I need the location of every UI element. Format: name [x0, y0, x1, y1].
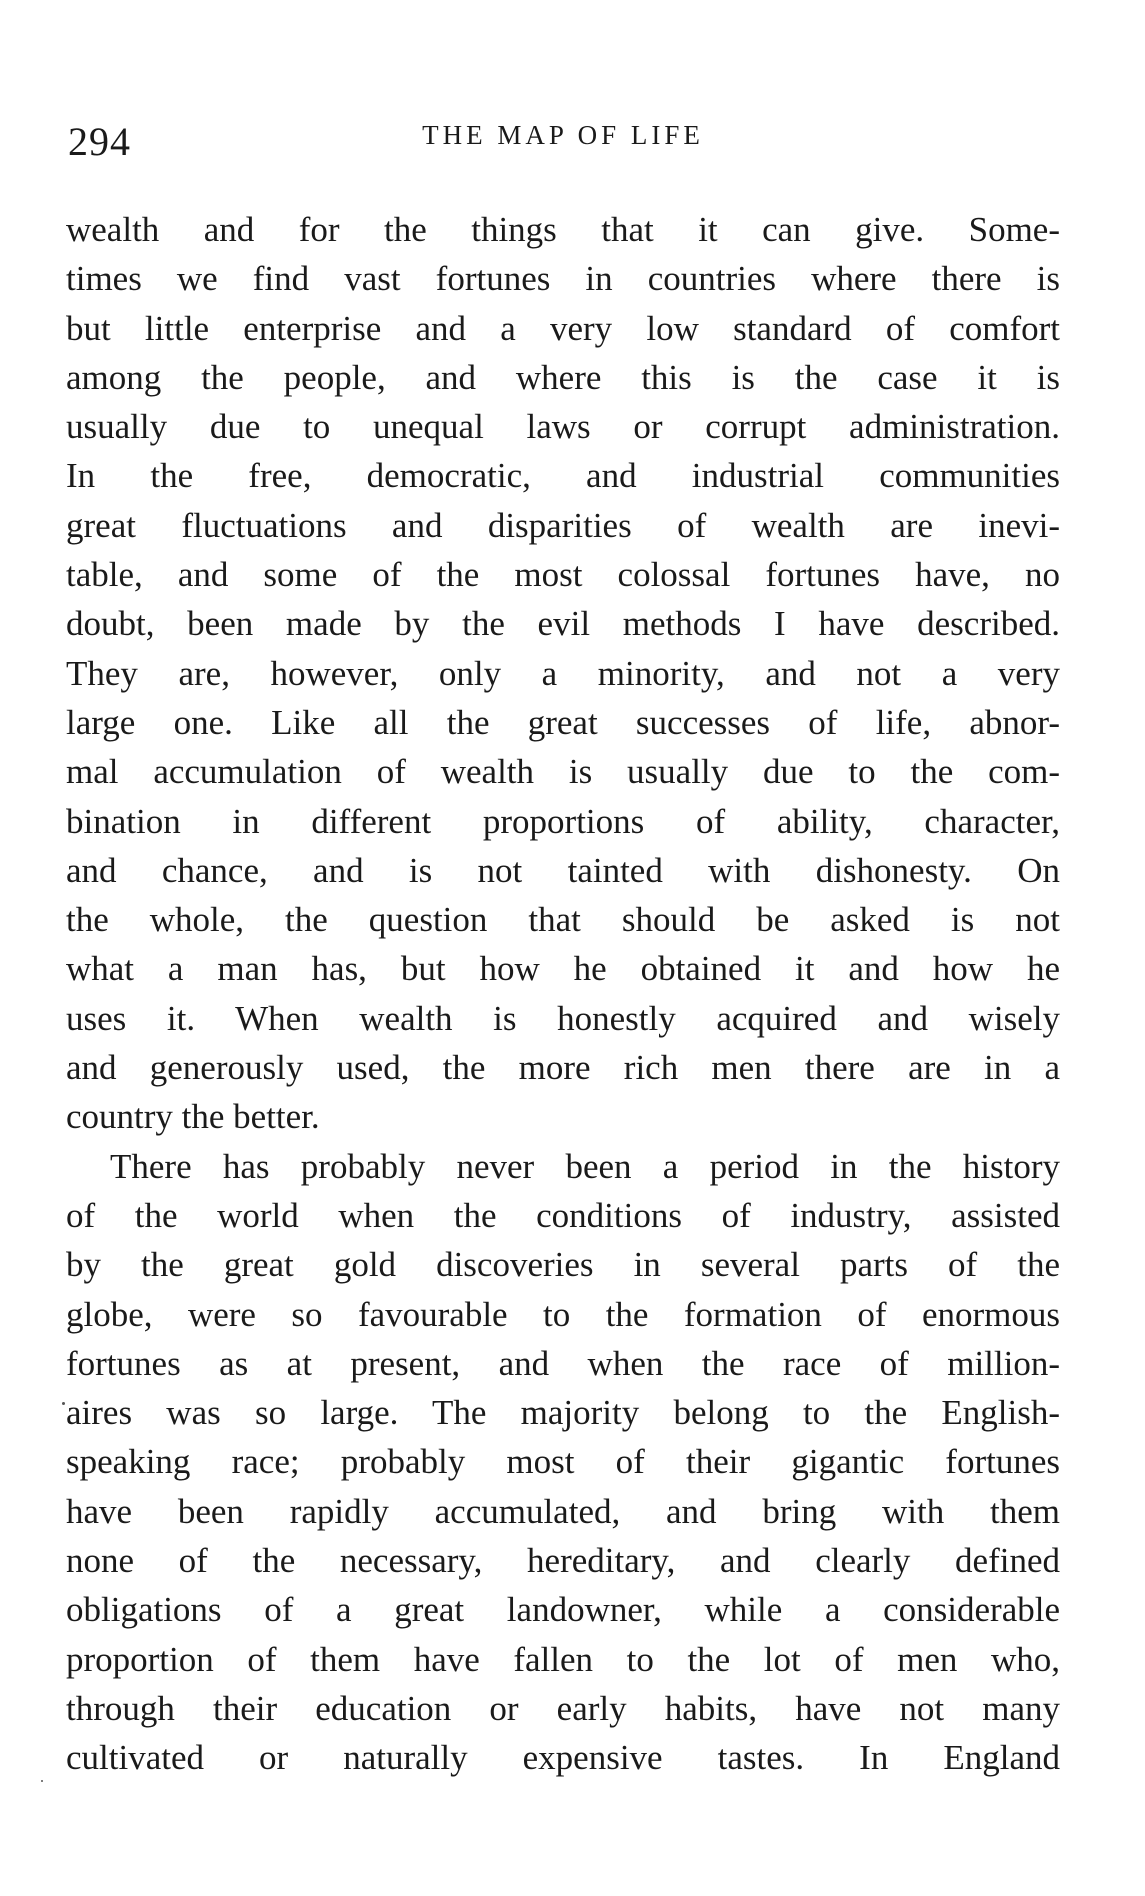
text-line: aires was so large. The majority belong to the English- [66, 1393, 1060, 1433]
text-line: uses it. When wealth is honestly acquired and wisely [66, 998, 1060, 1038]
text-line: country the better. [66, 1097, 320, 1137]
text-line: speaking race; probably most of their gigantic fortunes [66, 1442, 1060, 1482]
text-line: but little enterprise and a very low standard of comfort [66, 308, 1060, 348]
text-line: what a man has, but how he obtained it and how he [66, 949, 1060, 989]
text-line: bination in different proportions of ability, character, [66, 801, 1060, 841]
text-line: the whole, the question that should be asked is not [66, 900, 1060, 940]
text-line: and chance, and is not tainted with dishonesty. On [66, 850, 1060, 890]
text-line: by the great gold discoveries in several parts of the [66, 1245, 1060, 1285]
text-line: fortunes as at present, and when the race of million- [66, 1343, 1060, 1383]
text-line: wealth and for the things that it can give. Some- [66, 210, 1060, 249]
text-line: They are, however, only a minority, and not a very [66, 653, 1060, 693]
paragraph-1 [66, 205, 1060, 1142]
text-line: table, and some of the most colossal fortunes have, no [66, 555, 1060, 595]
text-line: large one. Like all the great successes of life, abnor- [66, 702, 1060, 742]
text-line: great fluctuations and disparities of wealth are inevi- [66, 505, 1060, 545]
text-line: mal accumulation of wealth is usually due to the com- [66, 752, 1060, 792]
text-line: There has probably never been a period in the history [110, 1146, 1060, 1186]
paragraph-2 [66, 1142, 1060, 1783]
text-line: proportion of them have fallen to the lot of men who, [66, 1639, 1060, 1679]
text-line: In the free, democratic, and industrial communities [66, 456, 1060, 496]
text-line: of the world when the conditions of industry, assisted [66, 1195, 1060, 1235]
text-line: cultivated or naturally expensive tastes. In England [66, 1738, 1060, 1778]
text-line: through their education or early habits, have not many [66, 1688, 1060, 1728]
text-line: obligations of a great landowner, while a considerable [66, 1590, 1060, 1630]
print-speck [62, 1402, 65, 1405]
body-text [66, 205, 1060, 1783]
running-head: THE MAP OF LIFE [422, 120, 704, 150]
print-speck [41, 1780, 43, 1782]
text-line: none of the necessary, hereditary, and clearly defined [66, 1541, 1060, 1581]
page-header [68, 118, 1058, 178]
text-line: usually due to unequal laws or corrupt administration. [66, 407, 1060, 447]
text-line: globe, were so favourable to the formation of enormous [66, 1294, 1060, 1334]
page-number: 294 [68, 119, 131, 164]
text-line: times we find vast fortunes in countries where there is [66, 259, 1060, 299]
text-line: doubt, been made by the evil methods I have described. [66, 604, 1060, 644]
text-line: and generously used, the more rich men there are in a [66, 1048, 1060, 1088]
text-line: have been rapidly accumulated, and bring with them [66, 1491, 1060, 1531]
text-line: among the people, and where this is the case it is [66, 357, 1060, 397]
